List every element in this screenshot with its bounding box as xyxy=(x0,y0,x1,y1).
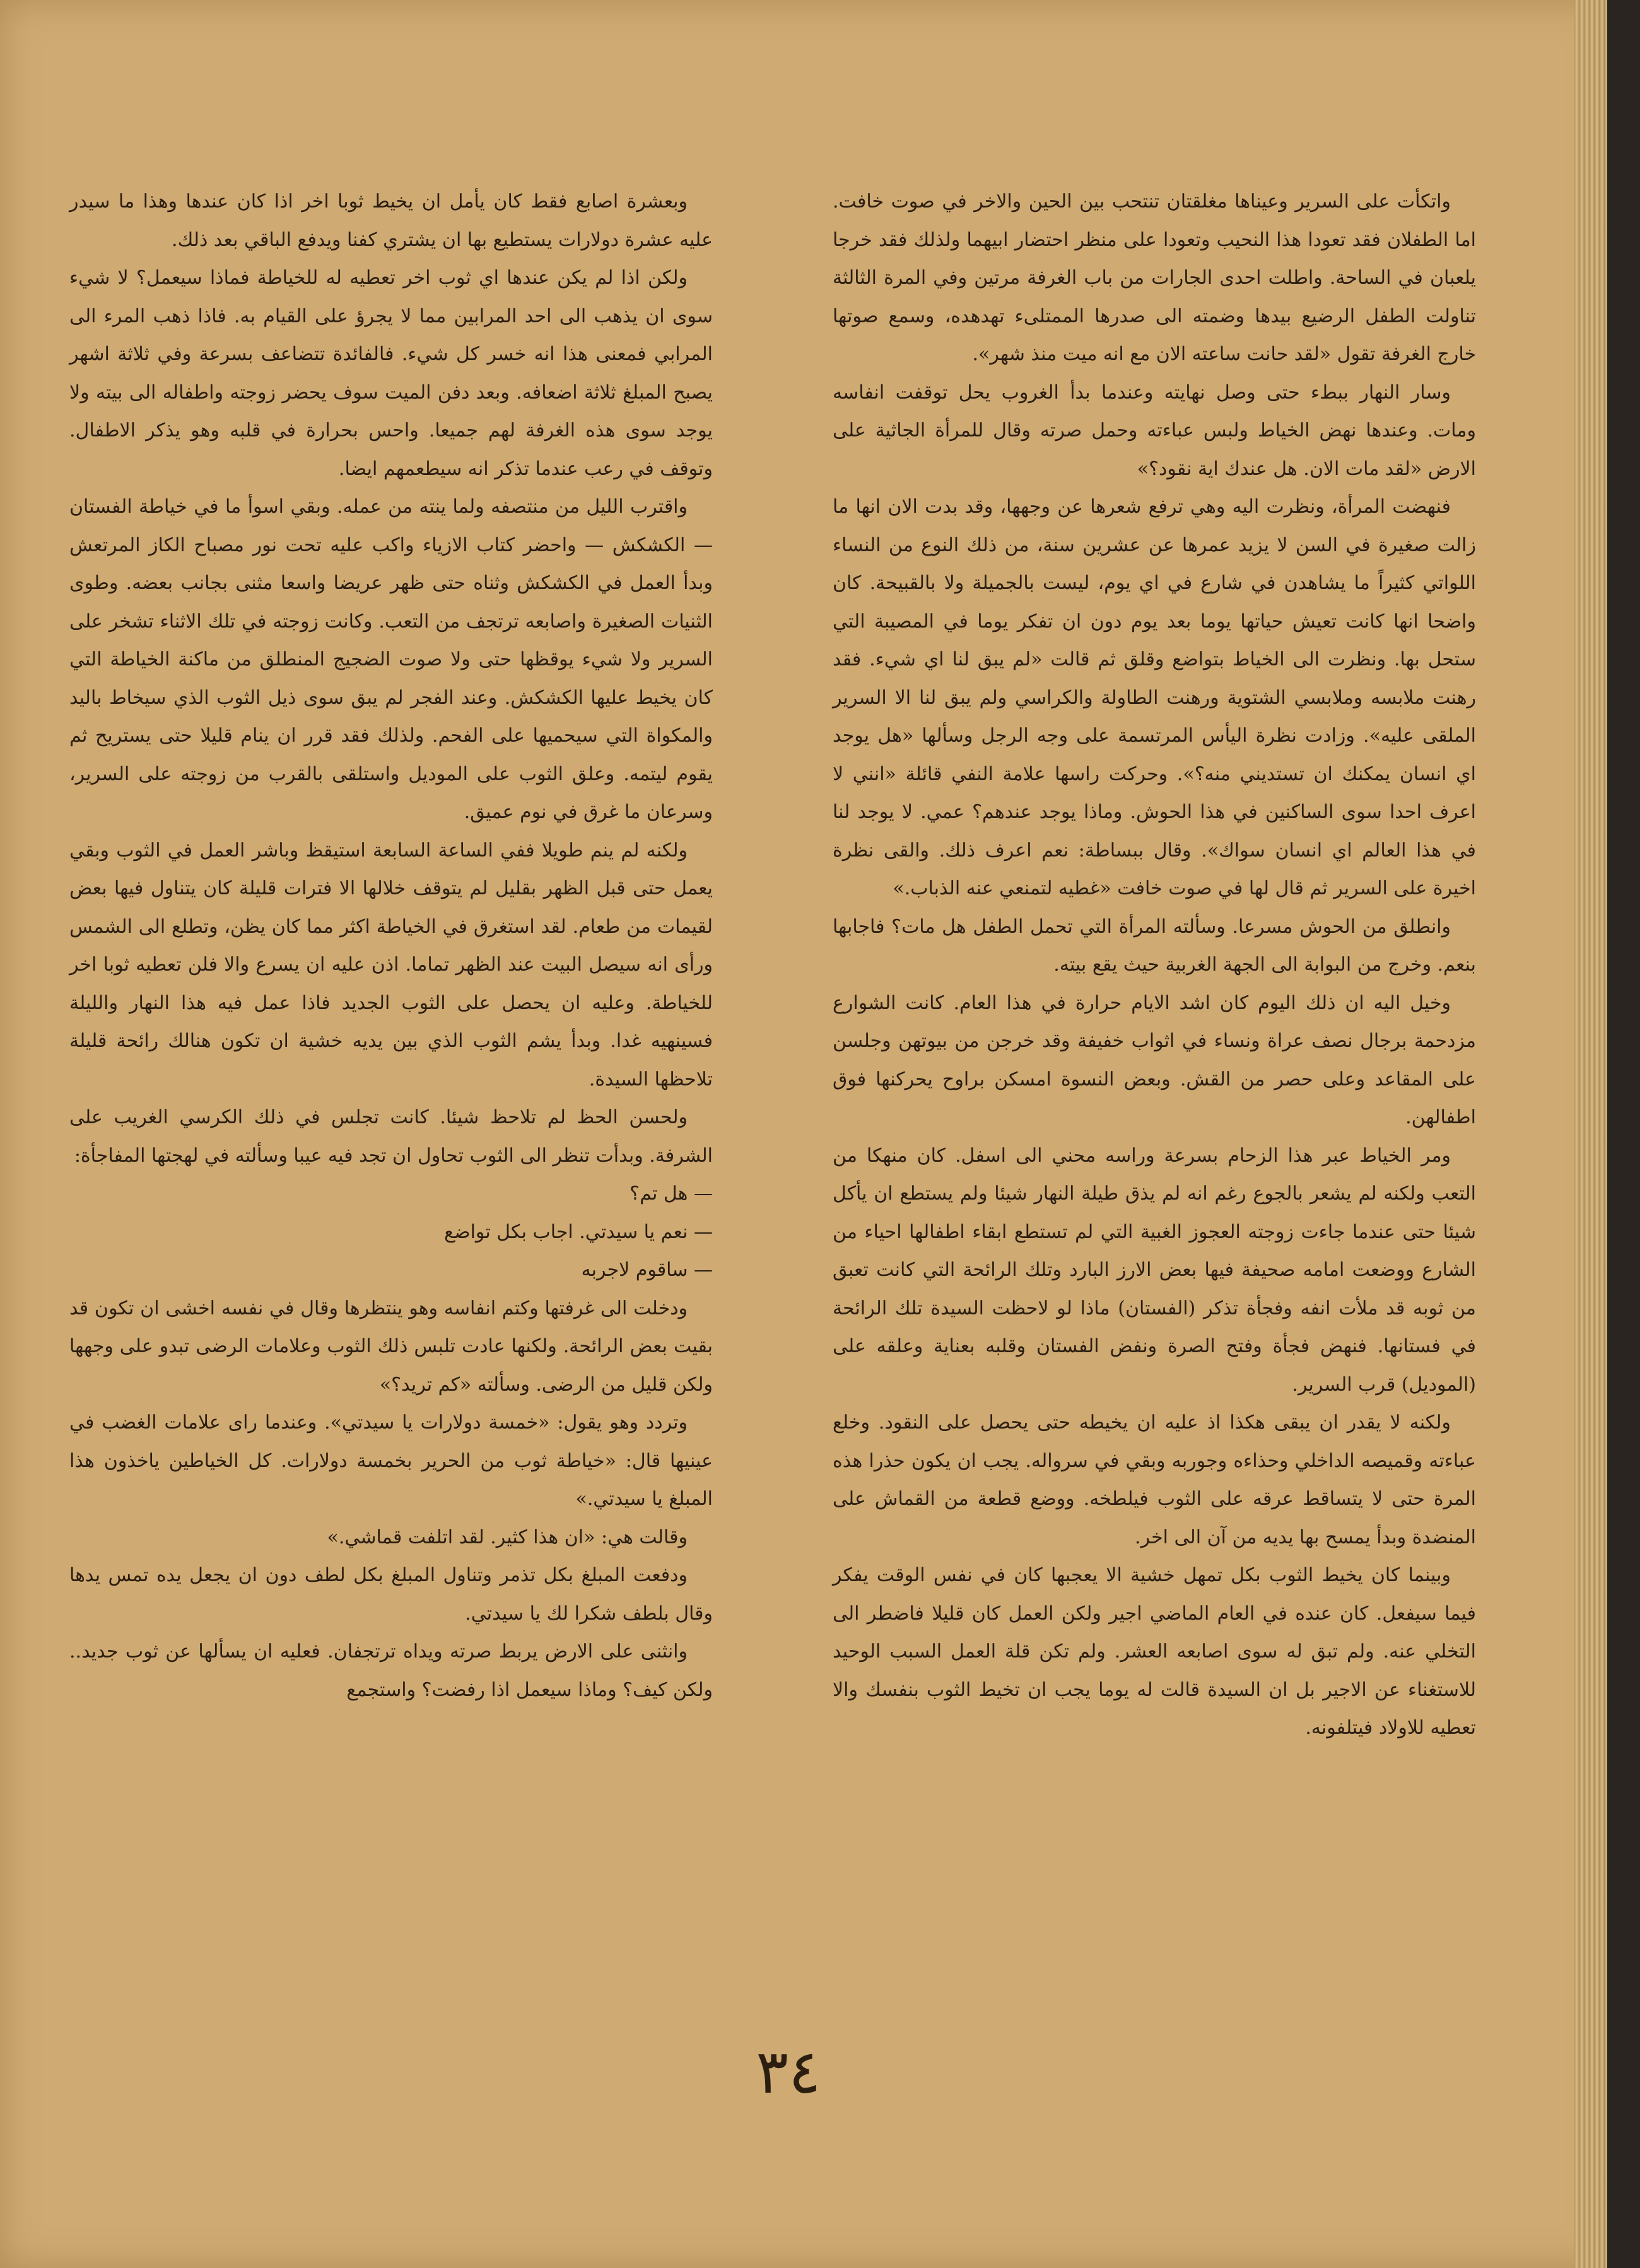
dialogue-line: — نعم يا سيدتي. اجاب بكل تواضع xyxy=(444,1220,713,1243)
paragraph: ودخلت الى غرفتها وكتم انفاسه وهو ينتظرها وقال في نفسه اخشى ان تكون قد بقيت بعض الرائحة. ولكنها عادت تلبس ذلك الثوب وعلامات الرضى تبدو على وجهها ولكن قليل من الرضى. وسألته «كم تريد؟» xyxy=(69,1297,713,1396)
paragraph: واتكأت على السرير وعيناها مغلقتان تنتحب بين الحين والاخر في صوت خافت. اما الطفلان فقد تعودا هذا النحيب وتعودا على منظر احتضار ابيهما ولذلك فقد خرجا يلعبان في الساحة. واطلت احدى الجارات من باب الغرفة مرتين وفي المرة الثالثة تناولت الطفل الرضيع بيدها وضمته الى صدرها الممتلىء تهدهده، وسمع صوتها خارج الغرفة تقول «لقد حانت ساعته الان مع انه ميت منذ شهر». xyxy=(833,190,1476,365)
paragraph: وتردد وهو يقول: «خمسة دولارات يا سيدتي». وعندما راى علامات الغضب في عينيها قال: «خياطة ثوب من الحرير بخمسة دولارات. كل الخياطين ياخذون هذا المبلغ يا سيدتي.» xyxy=(69,1412,713,1510)
paragraph: وانطلق من الحوش مسرعا. وسألته المرأة التي تحمل الطفل هل مات؟ فاجابها بنعم. وخرج من البوابة الى الجهة الغربية حيث يقع بيته. xyxy=(833,915,1476,976)
paragraph: وبعشرة اصابع فقط كان يأمل ان يخيط ثوبا اخر اذا كان عندها وهذا ما سيدر عليه عشرة دولارات يستطيع بها ان يشتري كفنا ويدفع الباقي بعد ذلك. xyxy=(69,190,713,251)
paragraph: ولكنه لا يقدر ان يبقى هكذا اذ عليه ان يخيطه حتى يحصل على النقود. وخلع عباءته وقميصه الداخلي وحذاءه وجوربه وبقي في سرواله. يجب ان يكون حذرا هذه المرة حتى لا يتساقط عرقه على الثوب فيلطخه. ووضع قطعة من القماش على المنضدة وبدأ يمسح بها يديه من آن الى اخر. xyxy=(833,1412,1476,1548)
paragraph: واقترب الليل من منتصفه ولما ينته من عمله. وبقي اسوأ ما في خياطة الفستان — الكشكش — واحضر كتاب الازياء واكب عليه تحت نور مصباح الكاز المرتعش وبدأ العمل في الكشكش وثناه حتى ظهر عريضا واسعا مثنى بجانب بعضه. وطوى الثنيات الصغيرة واصابعه ترتجف من التعب. وكانت زوجته في تلك الاثناء تشخر على السرير ولا شيء يوقظها حتى ولا صوت الضجيج المنطلق من ماكنة الخياطة التي كان يخيط عليها الكشكش. وعند الفجر لم يبق سوى ذيل الثوب الذي سيخاط باليد والمكواة التي سيحميها على الفحم. ولذلك فقد قرر ان ينام قليلا حتى يستريح ثم يقوم ليتمه. وعلق الثوب على الموديل واستلقى بالقرب من زوجته على السرير، وسرعان ما غرق في نوم عميق. xyxy=(69,496,713,823)
left-column xyxy=(69,183,713,1709)
paragraph: وخيل اليه ان ذلك اليوم كان اشد الايام حرارة في هذا العام. كانت الشوارع مزدحمة برجال نصف عراة ونساء في اثواب خفيفة وقد خرجن من بيوتهن وجلسن على المقاعد وعلى حصر من القش. وبعض النسوة امسكن براوح يحركنها فوق اطفالهن. xyxy=(833,991,1476,1128)
paragraph: وانثنى على الارض يربط صرته ويداه ترتجفان. فعليه ان يسألها عن ثوب جديد.. ولكن كيف؟ وماذا سيعمل اذا رفضت؟ واستجمع xyxy=(69,1640,713,1701)
paragraph: فنهضت المرأة، ونظرت اليه وهي ترفع شعرها عن وجهها، وقد بدت الان انها ما زالت صغيرة في السن لا يزيد عمرها عن عشرين سنة، من ذلك النوع من النساء اللواتي كثيراً ما يشاهدن في شارع في اي يوم، ليست بالجميلة ولا بالقبيحة. كان واضحا انها كانت تعيش حياتها يوما بعد يوم دون ان تفكر يوما في المصيبة التي ستحل بها. ونظرت الى الخياط بتواضع وقلق ثم قالت «لم يبق لنا اي شيء. فقد رهنت ملابسه وملابسي الشتوية ورهنت الطاولة والكراسي ولم يبق لنا الا السرير الملقى عليه». وزادت نظرة اليأس المرتسمة على وجه الرجل وسألها «هل يوجد اي انسان يمكنك ان تستديني منه؟». وحركت راسها علامة النفي قائلة «انني لا اعرف احدا سوى الساكنين في هذا الحوش. وماذا يوجد عندهم؟ عمي. لا يوجد لنا في هذا العالم اي انسان سواك». وقال ببساطة: نعم اعرف ذلك. والقى نظرة اخيرة على السرير ثم قال لها في صوت خافت «غطيه لتمنعي عنه الذباب.» xyxy=(833,496,1476,899)
right-column xyxy=(833,183,1476,1748)
paragraph: ودفعت المبلغ بكل تذمر وتناول المبلغ بكل لطف دون ان يجعل يده تمس يدها وقال بلطف شكرا لك يا سيدتي. xyxy=(69,1564,713,1625)
paragraph: ولكن اذا لم يكن عندها اي ثوب اخر تعطيه له للخياطة فماذا سيعمل؟ لا شيء سوى ان يذهب الى احد المرابين مما لا يجرؤ على القيام به. فاذا ذهب المرء الى المرابي فمعنى هذا انه خسر كل شيء. فالفائدة تتضاعف بسرعة وفي ثلاثة اشهر يصبح المبلغ ثلاثة اضعافه. وبعد دفن الميت سوف يحضر زوجته واطفاله الى بيته ولا يوجد سوى هذه الغرفة لهم جميعا. واحس بحرارة في قلبه وهو يذكر الاطفال. وتوقف في رعب عندما تذكر انه سيطعمهم ايضا. xyxy=(69,267,713,480)
paragraph: ولحسن الحظ لم تلاحظ شيئا. كانت تجلس في ذلك الكرسي الغريب على الشرفة. وبدأت تنظر الى الثوب تحاول ان تجد فيه عيبا وسألته في لهجتها المفاجأة: xyxy=(69,1106,713,1167)
paragraph: ولكنه لم ينم طويلا ففي الساعة السابعة استيقظ وباشر العمل في الثوب وبقي يعمل حتى قبل الظهر بقليل لم يتوقف خلالها الا فترات قليلة كان يتناول فيها بعض لقيمات من طعام. لقد استغرق في الخياطة اكثر مما كان يظن، وتطلع الى الشمس ورأى انه سيصل البيت عند الظهر تماما. اذن عليه ان يسرع والا فلن تعطيه ثوبا اخر للخياطة. وعليه ان يحصل على الثوب الجديد فاذا عمل فيه هذا النهار والليلة فسينهيه غدا. وبدأ يشم الثوب الذي بين يديه خشية ان تكون هنالك رائحة قليلة تلاحظها السيدة. xyxy=(69,839,713,1090)
paragraph: ومر الخياط عبر هذا الزحام بسرعة وراسه محني الى اسفل. كان منهكا من التعب ولكنه لم يشعر بالجوع رغم انه لم يذق طيلة النهار شيئا ولم يستطع ان يأكل شيئا حتى عندما جاءت زوجته العجوز الغبية التي لم تستطع ابقاء اطفالها احياء من الشارع ووضعت امامه صحيفة فيها بعض الارز البارد وتلك الرائحة التي كانت تعبق من ثوبه قد ملأت انفه وفجأة تذكر (الفستان) ماذا لو لاحظت السيدة تلك الرائحة في فستانها. فنهض فجأة وفتح الصرة ونفض الفستان وقلبه بعناية وعلقه على (الموديل) قرب السرير. xyxy=(833,1144,1476,1396)
paragraph: وسار النهار ببطء حتى وصل نهايته وعندما بدأ الغروب يحل توقفت انفاسه ومات. وعندها نهض الخياط ولبس عباءته وحمل صرته وقال للمرأة الجاثية على الارض «لقد مات الان. هل عندك اية نقود؟» xyxy=(833,381,1476,480)
dialogue-line: — هل تم؟ xyxy=(630,1183,713,1205)
paragraph: وبينما كان يخيط الثوب بكل تمهل خشية الا يعجبها كان في نفس الوقت يفكر فيما سيفعل. كان عنده في العام الماضي اجير ولكن العمل كان قليلا فاضطر الى التخلي عنه. ولم تبق له سوى اصابعه العشر. ولم تكن قلة العمل السبب الوحيد للاستغناء عن الاجير بل ان السيدة قالت له يوما يجب ان تخيط الثوب بنفسك والا تعطيه للاولاد فيتلفونه. xyxy=(833,1564,1476,1739)
paragraph: وقالت هي: «ان هذا كثير. لقد اتلفت قماشي.» xyxy=(327,1526,688,1548)
page-edge xyxy=(1574,0,1607,2268)
dialogue-line: — ساقوم لاجربه xyxy=(581,1259,713,1281)
page-number: ٣٤ xyxy=(756,2037,821,2107)
